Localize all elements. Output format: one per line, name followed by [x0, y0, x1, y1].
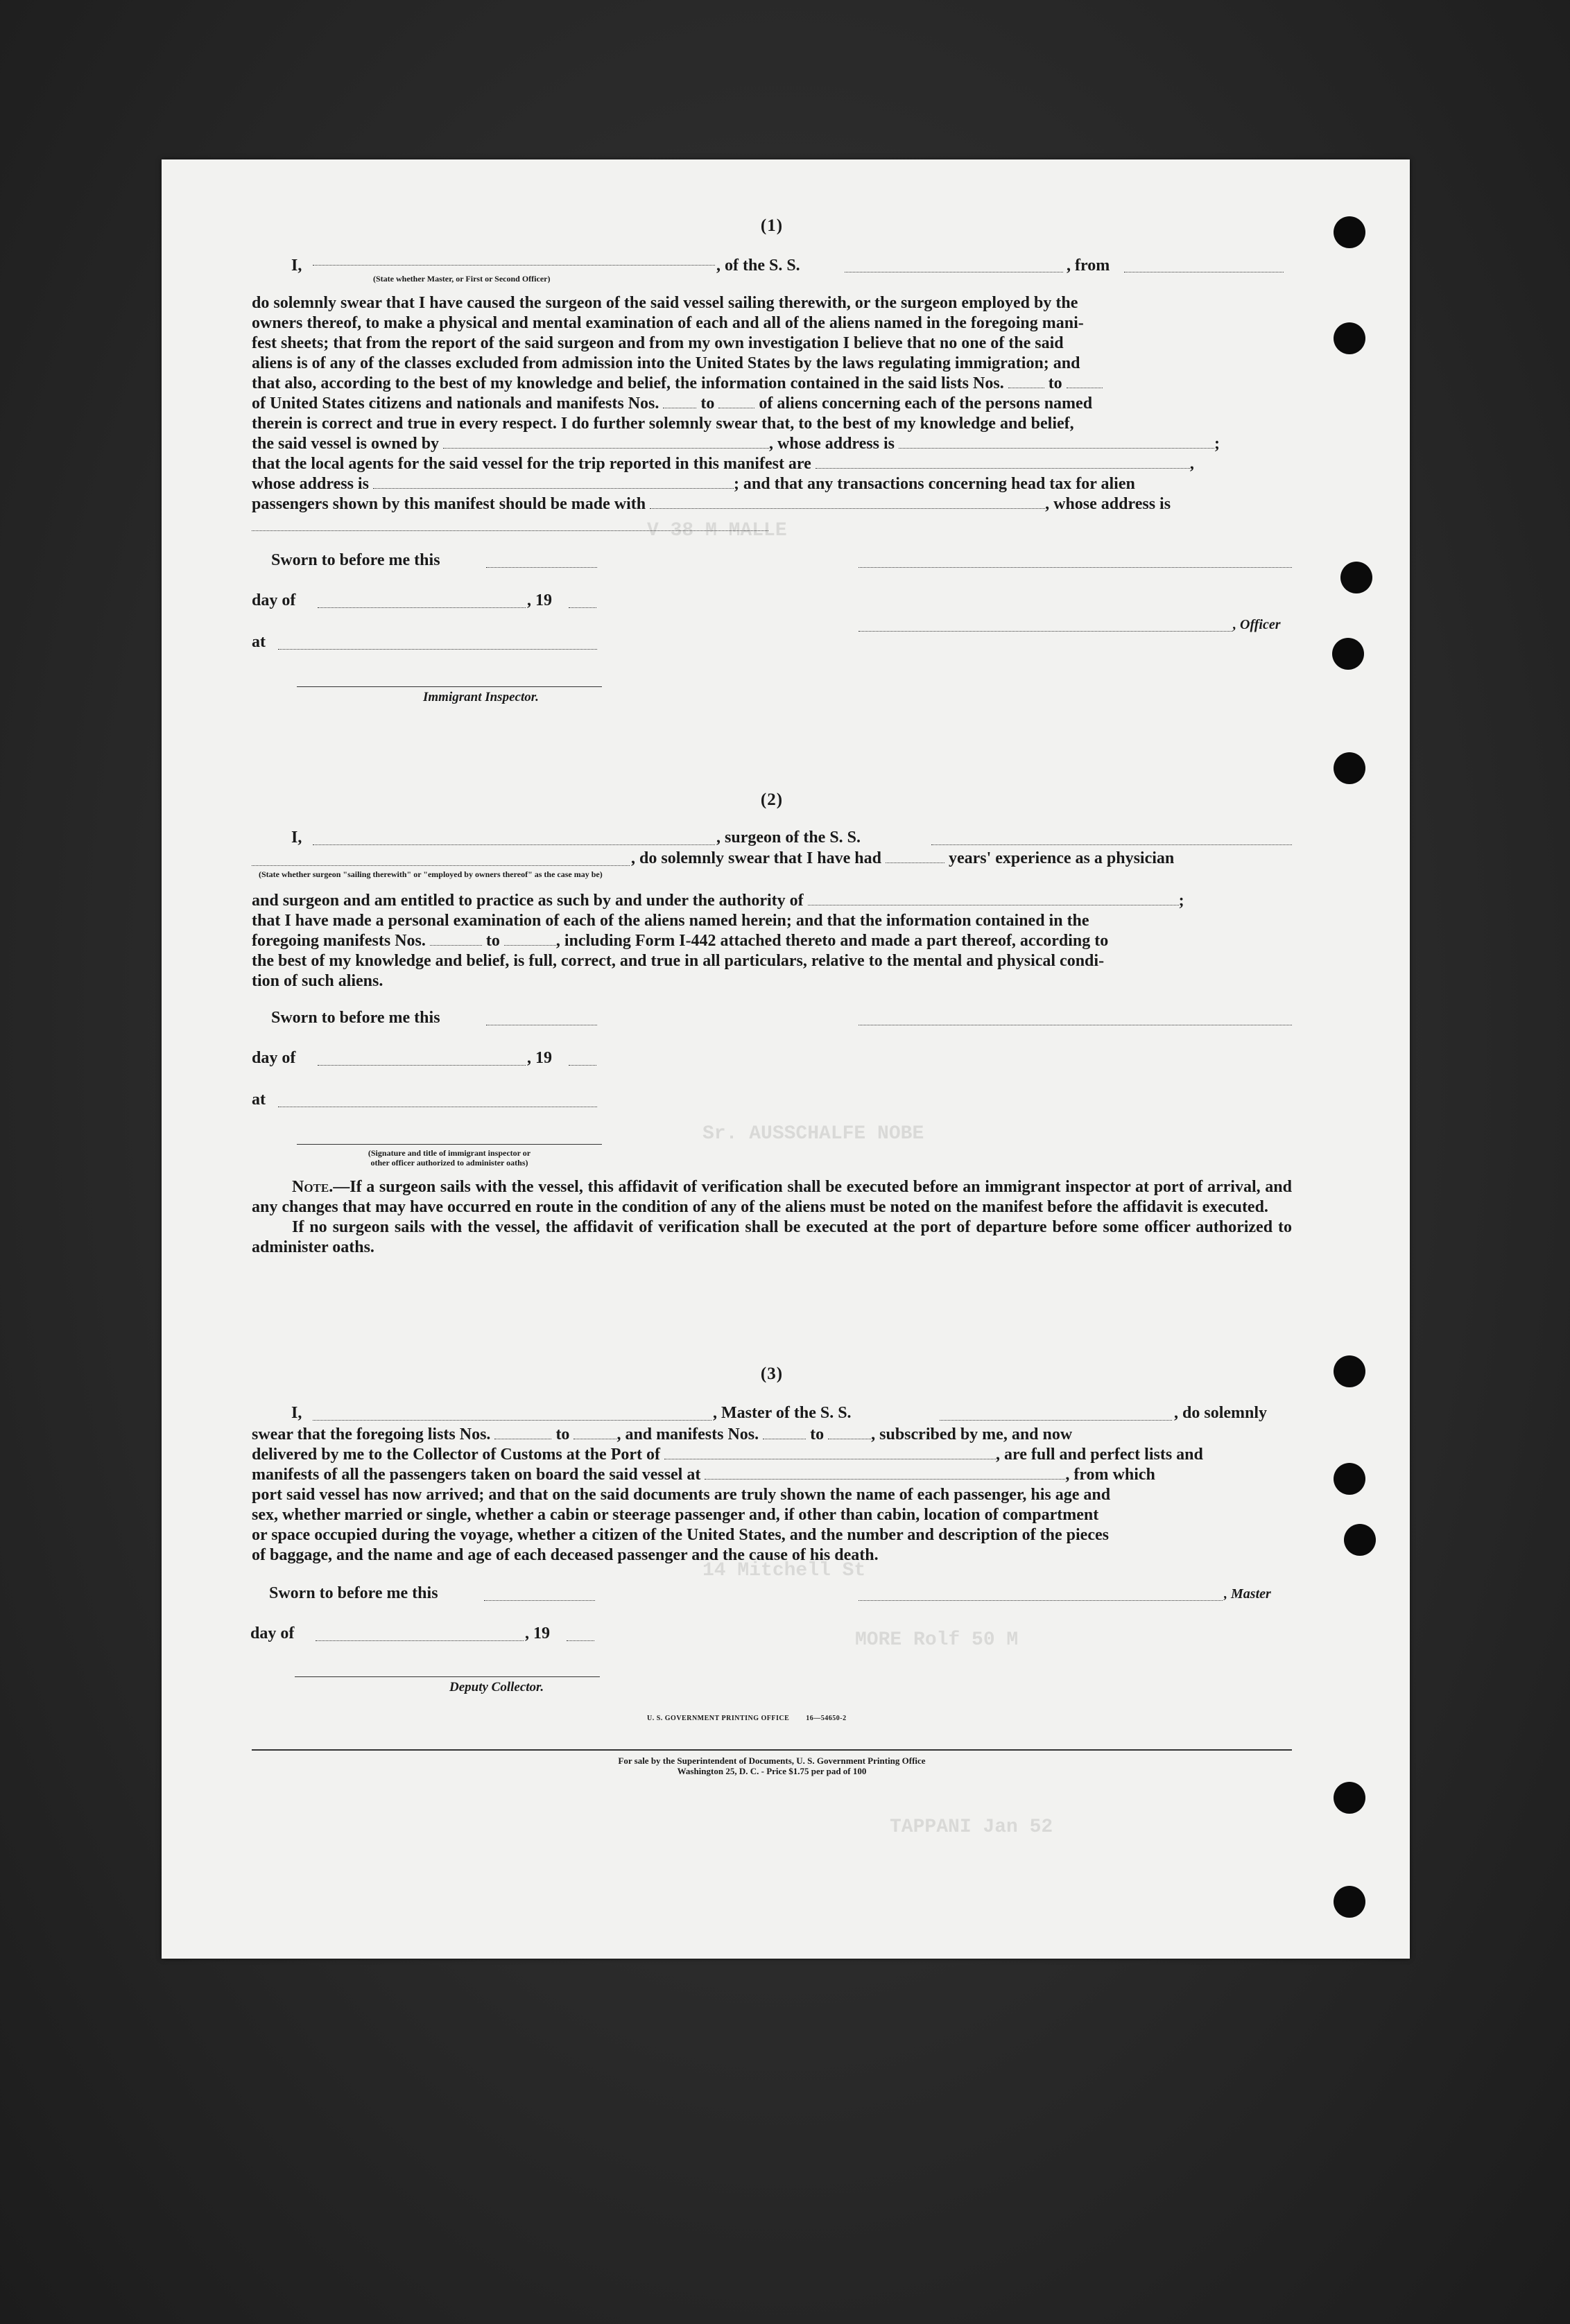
binder-hole — [1340, 562, 1372, 593]
binder-hole — [1334, 1355, 1365, 1387]
s1-officer-name-line[interactable] — [859, 631, 1233, 632]
s1-body-line: that also, according to the best of my knowledge and belief, the information contained in the said lists Nos. to — [252, 374, 1292, 394]
section-1-number: (1) — [760, 216, 784, 235]
manifest-affidavit-sheet — [162, 159, 1410, 1959]
s1-officer-label: , Officer — [1233, 617, 1281, 632]
section-1 — [252, 216, 1292, 236]
s3-month-field[interactable] — [316, 1640, 524, 1641]
s1-body-line: passengers shown by this manifest should be made with , whose address is — [252, 495, 1171, 513]
practice-authority-field[interactable] — [808, 892, 1179, 905]
s2-year: , 19 — [527, 1049, 552, 1067]
bleed-through: Sr. AUSSCHALFE NOBE — [702, 1123, 924, 1145]
s1-body-line: therein is correct and true in every respect. I do further solemnly swear that, to the best of my knowledge and belief, — [252, 415, 1074, 433]
s3-body-line: manifests of all the passengers taken on board the said vessel at , from which — [252, 1466, 1155, 1484]
s2-body-line: that I have made a personal examination of each of the aliens named herein; and that the information contained in the — [252, 912, 1089, 930]
binder-hole — [1334, 752, 1365, 784]
port-field[interactable] — [664, 1446, 996, 1459]
s1-of-ss: , of the S. S. — [716, 257, 800, 275]
s3-body-line: swear that the foregoing lists Nos. to , and manifests Nos. to , subscribed by me, and now — [252, 1425, 1073, 1443]
binder-hole — [1334, 1886, 1365, 1918]
s3-manifests-from-field[interactable] — [763, 1426, 806, 1439]
s1-body-line: of United States citizens and nationals and manifests Nos. to of aliens concerning each of the persons named — [252, 394, 1093, 413]
s3-body-line: or space occupied during the voyage, whether a citizen of the United States, and the number and description of the pieces — [252, 1526, 1109, 1544]
surgeon-name-field[interactable] — [313, 844, 715, 845]
s2-body-line: the best of my knowledge and belief, is full, correct, and true in all particulars, relative to the mental and physical condi- — [252, 952, 1105, 970]
bleed-through: MORE Rolf 50 M — [855, 1629, 1019, 1651]
years-experience-field[interactable] — [886, 850, 944, 863]
s2-manifests-to-field[interactable] — [504, 933, 556, 946]
s3-year: , 19 — [525, 1624, 550, 1642]
s1-at: at — [252, 633, 266, 651]
s1-at-field[interactable] — [278, 649, 597, 650]
manifests-to-field[interactable] — [718, 395, 754, 408]
s3-body-line: sex, whether married or single, whether a cabin or steerage passenger and, if other than cabin, location of compartment — [252, 1506, 1099, 1524]
master-name-field[interactable] — [313, 1420, 711, 1421]
binder-hole — [1334, 216, 1365, 248]
section-3-number: (3) — [760, 1364, 784, 1383]
s3-master-signature-line[interactable] — [859, 1600, 1223, 1601]
s1-day-of: day of — [252, 591, 296, 609]
s1-inspector-label: Immigrant Inspector. — [423, 690, 539, 704]
s2-day-of: day of — [252, 1049, 296, 1067]
s1-intro-line: I, — [291, 257, 302, 275]
s2-vessel-field[interactable] — [931, 844, 1292, 845]
s1-body-line: owners thereof, to make a physical and mental examination of each and all of the aliens named in the foregoing mani- — [252, 314, 1084, 332]
bleed-through: TAPPANI Jan 52 — [890, 1816, 1053, 1838]
surgeon-status-caption: (State whether surgeon "sailing therewith" or "employed by owners thereof" as the case may be) — [259, 869, 603, 879]
s1-body-line: the said vessel is owned by , whose address is ; — [252, 435, 1220, 453]
lists-to-field[interactable] — [1067, 375, 1103, 388]
s1-sworn: Sworn to before me this — [271, 551, 440, 569]
s3-sworn: Sworn to before me this — [269, 1584, 438, 1602]
s3-sworn-date-field[interactable] — [484, 1600, 595, 1601]
bleed-through: V 38 M MALLE — [647, 520, 787, 541]
head-tax-address-field[interactable] — [252, 530, 768, 531]
section-3-body — [252, 1425, 1292, 1566]
s2-note — [252, 1177, 1292, 1258]
s1-year: , 19 — [527, 591, 552, 609]
binder-hole — [1332, 638, 1364, 670]
s1-body-line: fest sheets; that from the report of the said surgeon and from my own investigation I believe that no one of the said — [252, 334, 1064, 352]
s3-do-solemnly: , do solemnly — [1174, 1404, 1268, 1422]
note-paragraph-2: If no surgeon sails with the vessel, the affidavit of verification shall be executed at the port of departure before some officer authorized to administer oaths. — [252, 1218, 1292, 1256]
s3-body-line: of baggage, and the name and age of each deceased passenger and the cause of his death. — [252, 1546, 879, 1564]
gpo-imprint: U. S. GOVERNMENT PRINTING OFFICE 16—54650-2 — [647, 1715, 847, 1722]
s1-body-line: whose address is ; and that any transactions concerning head tax for alien — [252, 475, 1135, 493]
s3-deputy-label: Deputy Collector. — [449, 1680, 544, 1694]
s2-year-field[interactable] — [569, 1065, 596, 1066]
agent-address-field[interactable] — [373, 476, 734, 489]
section-3 — [252, 1364, 1292, 1384]
s3-lists-to-field[interactable] — [573, 1426, 616, 1439]
s3-body-line: port said vessel has now arrived; and that on the said documents are truly shown the name of each passenger, his age and — [252, 1486, 1111, 1504]
section-2-number: (2) — [760, 790, 784, 809]
binder-hole — [1334, 1463, 1365, 1495]
s3-body-line: delivered by me to the Collector of Customs at the Port of , are full and perfect lists and — [252, 1446, 1203, 1464]
s1-body-line: aliens is of any of the classes excluded from admission into the United States by the laws regulating immigration; and — [252, 354, 1080, 372]
s3-master-of-ss: , Master of the S. S. — [713, 1404, 852, 1422]
s2-sworn: Sworn to before me this — [271, 1009, 440, 1027]
s3-intro-pre: I, — [291, 1404, 302, 1422]
lists-from-field[interactable] — [1008, 375, 1044, 388]
s2-surgeon-of-ss: , surgeon of the S. S. — [716, 829, 861, 847]
s1-body-line: that the local agents for the said vessel for the trip reported in this manifest are , — [252, 455, 1194, 473]
s1-inspector-signature-line[interactable] — [297, 686, 602, 687]
s2-swear-line: , do solemnly swear that I have had years' experience as a physician — [631, 849, 1175, 867]
s2-body-line: tion of such aliens. — [252, 972, 383, 990]
s1-month-field[interactable] — [318, 607, 526, 608]
boarding-port-field[interactable] — [705, 1466, 1065, 1480]
s3-deputy-signature-line[interactable] — [295, 1676, 600, 1677]
s2-body-line: foregoing manifests Nos. to , including Form I-442 attached thereto and made a part thereof, according to — [252, 932, 1109, 950]
s3-year-field[interactable] — [567, 1640, 594, 1641]
bleed-through: 14 Mitchell St — [702, 1560, 866, 1581]
officer-rank-field[interactable] — [313, 265, 715, 266]
note-paragraph-1: Note.—If a surgeon sails with the vessel, this affidavit of verification shall be executed before an immigrant inspector at port of arrival, and any changes that may have occurred en route in the condition of any of the aliens must be noted on the manifest before the affidavit is executed. — [252, 1178, 1292, 1216]
s2-manifests-from-field[interactable] — [430, 933, 482, 946]
local-agents-field[interactable] — [816, 456, 1190, 469]
s3-vessel-field[interactable] — [940, 1420, 1172, 1421]
s1-officer-signature-line[interactable] — [859, 567, 1292, 568]
binder-hole — [1344, 1524, 1376, 1556]
section-1-body — [252, 293, 1292, 514]
officer-rank-caption: (State whether Master, or First or Second Officer) — [373, 274, 551, 284]
s2-month-field[interactable] — [318, 1065, 526, 1066]
s3-day-of: day of — [250, 1624, 295, 1642]
sale-notice: For sale by the Superintendent of Documents, U. S. Government Printing Office Washington 25, D. C. - Price $1.75 per pad of 100 — [618, 1755, 926, 1776]
binder-hole — [1334, 322, 1365, 354]
s2-at: at — [252, 1091, 266, 1109]
s2-body-line: and surgeon and am entitled to practice as such by and under the authority of ; — [252, 892, 1184, 910]
surgeon-status-field[interactable] — [252, 865, 630, 866]
footer-rule — [252, 1749, 1292, 1751]
head-tax-party-field[interactable] — [650, 496, 1045, 509]
s3-manifests-to-field[interactable] — [828, 1426, 871, 1439]
binder-hole — [1334, 1782, 1365, 1814]
s3-lists-from-field[interactable] — [494, 1426, 551, 1439]
manifests-from-field[interactable] — [663, 395, 696, 408]
s2-intro-pre: I, — [291, 829, 302, 847]
section-2-body — [252, 891, 1292, 991]
owner-field[interactable] — [443, 435, 769, 449]
s2-inspector-signature-line[interactable] — [297, 1144, 602, 1145]
s2-sig-caption: (Signature and title of immigrant inspector or other officer authorized to administer oaths) — [368, 1148, 531, 1168]
s1-year-field[interactable] — [569, 607, 596, 608]
owner-address-field[interactable] — [899, 435, 1214, 449]
s1-from: , from — [1067, 257, 1110, 275]
s1-sworn-date-field[interactable] — [486, 567, 597, 568]
section-2 — [252, 790, 1292, 810]
s3-master-label: , Master — [1224, 1586, 1271, 1602]
s1-body-line: do solemnly swear that I have caused the surgeon of the said vessel sailing therewith, or the surgeon employed by the — [252, 294, 1078, 312]
